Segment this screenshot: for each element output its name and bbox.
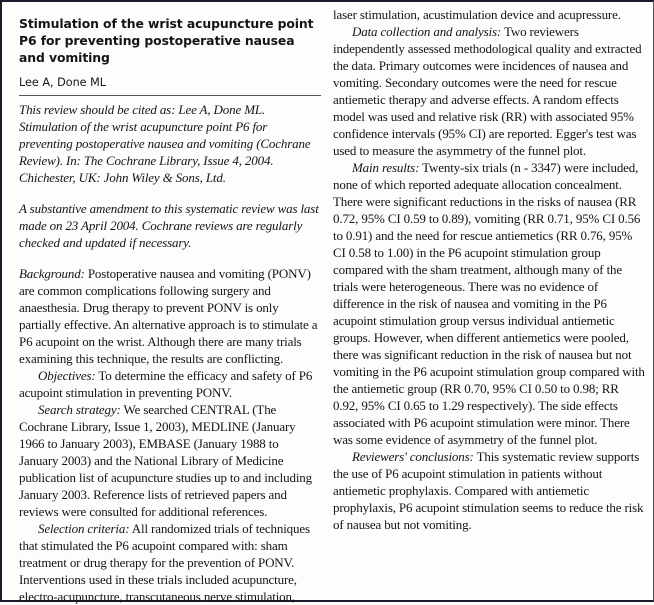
section-reviewers-conclusions [333,448,645,533]
section-selection-criteria [19,520,321,605]
section-objectives [19,367,321,401]
section-heading: Background: [19,266,85,281]
section-text: All randomized trials of techniques that stimulated the P6 acupoint compared with: sham treatment or drug therapy for the prevention of PONV. Interventions used in these trials included acupuncture, electro-acupuncture, transcutaneous nerve stimulation, [19,521,310,604]
section-text: This systematic review supports the use of P6 acupoint stimulation in patients without antiemetic prophylaxis. Compared with antiemetic prophylaxis, P6 acupoint stimulation seems to reduce the risk of nausea but not vomiting. [333,449,644,532]
section-heading: Data collection and analysis: [352,24,502,39]
amendment-note: A substantive amendment to this systematic review was last made on 23 April 2004. Cochrane reviews are regularly checked and updated if necessary. [19,201,319,250]
section-text: Twenty-six trials (n - 3347) were included, none of which reported adequate allocation concealment. There were significant reductions in the risks of nausea (RR 0.72, 95% CI 0.59 to 0.89), vomiting (RR 0.71, 95% CI 0.56 to 0.91) and the need for rescue antiemetics (RR 0.76, 95% CI 0.58 to 1.00) in the P6 acupoint stimulation group compared with the sham treatment, although many of the trials were heterogeneous. There was no evidence of difference in the risk of nausea and vomiting in the P6 acupoint stimulation group versus individual antiemetic groups. However, when different antiemetics were pooled, there was significant reduction in the risk of nausea but not vomiting in the P6 acupoint stimulation group compared with the antiemetic group (RR 0.70, 95% CI 0.50 to 0.98; RR 0.92, 95% CI 0.65 to 1.29 respectively). The side effects associated with P6 acupoint stimulation were minor. There was some evidence of asymmetry of the funnel plot. [333,160,645,447]
section-text: We searched CENTRAL (The Cochrane Library, Issue 1, 2003), MEDLINE (January 1966 to January 2003), EMBASE (January 1988 to January 2003) and the National Library of Medicine publication list of acupuncture studies up to and including January 2003. Reference lists of retrieved papers and reviews were consulted for additional references. [19,402,312,519]
section-heading: Reviewers' conclusions: [352,449,474,464]
selection-criteria-continuation: laser stimulation, acustimulation device and acupressure. [333,7,621,22]
article-authors: Lee A, Done ML [19,76,321,96]
section-text: Two reviewers independently assessed methodological quality and extracted the data. Primary outcomes were incidences of nausea and vomiting. Secondary outcomes were the need for rescue antiemetic therapy and adverse effects. A random effects model was used and relative risk (RR) with associated 95% confidence intervals (95% CI) are reported. Egger's test was used to measure the asymmetry of the funnel plot. [333,24,642,158]
section-text: To determine the efficacy and safety of P6 acupoint stimulation in preventing PONV. [19,368,313,400]
section-heading: Selection criteria: [38,521,130,536]
section-background [19,265,321,367]
abstract-left [19,265,321,605]
section-text: Postoperative nausea and vomiting (PONV) are common complications following surgery and anaesthesia. Drug therapy to prevent PONV is only partially effective. An alternative approach is to stimulate a P6 acupoint on the wrist. Although there are many trials examining this technique, the results are conflicting. [19,266,318,366]
left-column [19,2,321,605]
citation-note: This review should be cited as: Lee A, Done ML. Stimulation of the wrist acupuncture point P6 for preventing postoperative nausea and vomiting (Cochrane Review). In: The Cochrane Library, Issue 4, 2004. Chichester, UK: John Wiley & Sons, Ltd. [19,102,311,185]
section-heading: Main results: [352,160,420,175]
section-data-collection [333,23,645,159]
section-search-strategy [19,401,321,520]
section-heading: Objectives: [38,368,96,383]
section-main-results [333,159,645,448]
article-title: Stimulation of the wrist acupuncture point P6 for preventing postoperative nausea and vomiting [19,16,314,65]
right-column [333,6,645,533]
section-heading: Search strategy: [38,402,121,417]
